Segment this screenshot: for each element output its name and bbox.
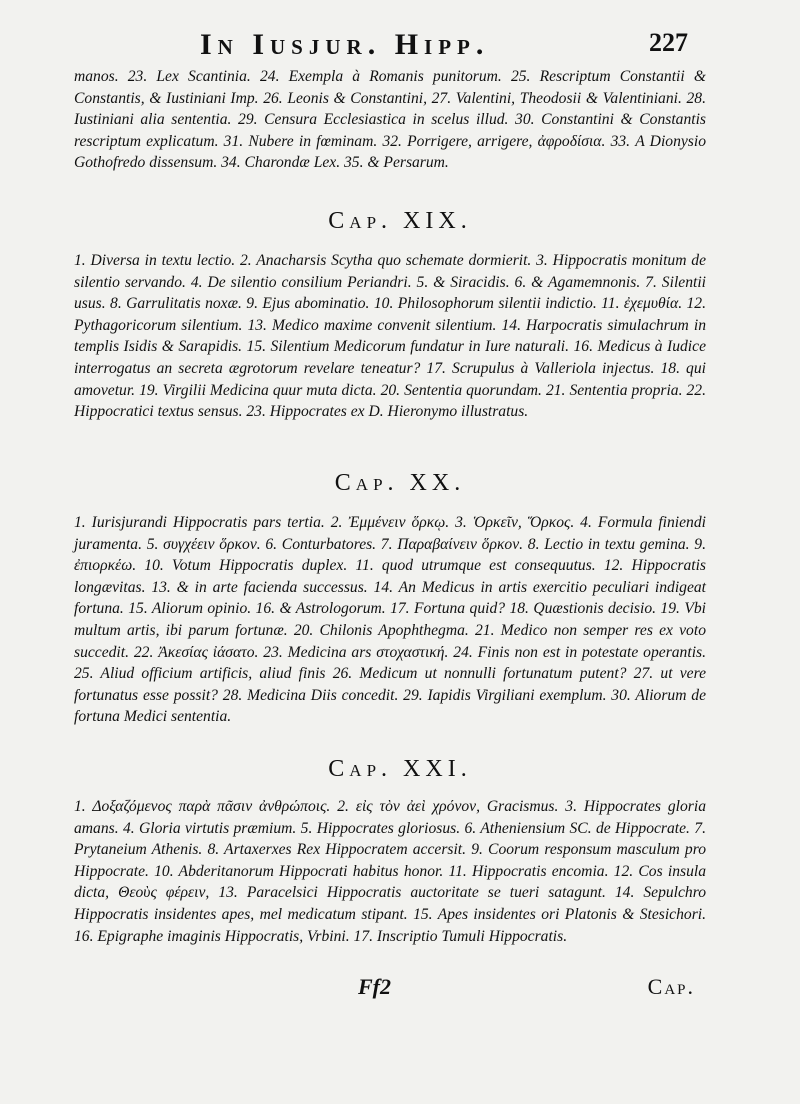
catchword: Cap.	[647, 974, 695, 999]
chapter-heading-xxi: Cap. XXI.	[328, 756, 472, 782]
intro-paragraph: manos. 23. Lex Scantinia. 24. Exempla à Romanis punitorum. 25. Rescriptum Constantii & Constantis, & Iustiniani Imp. 26. Leonis & Constantini, 27. Valentini, Theodosii & Valentiniani. 28. Iustiniani alia sententia. 29. Censura Ecclesiastica in scelus illud. 30. Constantini & Constantis rescriptum explicatum. 31. Nubere in fœminam. 32. Porrigere, arrigere, ἀφροδίσια. 33. A Dionysio Gothofredo dissensum. 34. Charondæ Lex. 35. & Persarum.	[74, 68, 706, 172]
running-title: In Iusjur. Hipp.	[200, 28, 490, 61]
chapter-summary-xxi: 1. Δοξαζόμενος παρὰ πᾶσιν ἀνθρώποις. 2. εἰς τὸν ἀεὶ χρόνον, Gracismus. 3. Hippocrates gloria amans. 4. Gloria virtutis præmium. 5. Hippocrates gloriosus. 6. Atheniensium SC. de Hippocrate. 7. Prytaneium Athenis. 8. Artaxerxes Rex Hippocratem accersit. 9. Coorum responsum masculum pro Hippocrate. 10. Abderitanorum Hippocrati habitus honor. 11. Hippocratis encomia. 12. Cos insula dicta, Θεοὺς φέρειν, 13. Paracelsici Hippocratis auctoritate se tueri satagunt. 14. Sepulchro Hippocratis insidentes apes, mel medicatum stipant. 15. Apes insidentes ori Platonis & Stesichori. 16. Epigraphe imaginis Hippocratis, Vrbini. 17. Inscriptio Tumuli Hippocratis.	[74, 798, 706, 945]
signature-mark: Ff2	[358, 974, 391, 999]
chapter-summary-xix: 1. Diversa in textu lectio. 2. Anacharsis Scytha quo schemate dormierit. 3. Hippocratis monitum de silentio servando. 4. De silentio consilium Periandri. 5. & Siracidis. 6. & Agamemnonis. 7. Silentii usus. 8. Garrulitatis noxæ. 9. Ejus abominatio. 10. Philosophorum silentii indictio. 11. ἐχεμυθία. 12. Pythagoricorum silentium. 13. Medico maxime convenit silentium. 14. Harpocratis simulachrum in templis Isidis & Sarapidis. 15. Silentium Medicorum fundatur in Iure naturali. 16. Medicus à Iudice interrogatus an secreta ægrotorum revelare teneatur? 17. Scrupulus à Valleriola injectus. 18. qui amovetur. 19. Virgilii Medicina quur muta dicta. 20. Sententia quorundam. 21. Sententia propria. 22. Hippocratici textus sensus. 23. Hippocrates ex D. Hieronymo illustratus.	[74, 252, 706, 421]
page-number: 227	[649, 28, 688, 57]
chapter-heading-xix: Cap. XIX.	[328, 208, 472, 234]
chapter-summary-xx: 1. Iurisjurandi Hippocratis pars tertia. 2. Ἐμμένειν ὅρκῳ. 3. Ὁρκεῖν, Ὅρκος. 4. Formula finiendi juramenta. 5. συγχέειν ὅρκον. 6. Conturbatores. 7. Παραβαίνειν ὅρκον. 8. Lectio in textu gemina. 9. ἐπιορκέω. 10. Votum Hippocratis duplex. 11. quod utrumque est consequutus. 12. Hippocratis longævitas. 13. & in arte facienda successus. 14. An Medicus in artis exercitio peculiari indigeat fortuna. 15. Aliorum opinio. 16. & Astrologorum. 17. Fortuna quid? 18. Quæstionis decisio. 19. Vbi multum artis, ibi parum fortunæ. 20. Chilonis Apophthegma. 21. Medico non semper res ex voto succedit. 22. Ἀκεσίας ἰάσατο. 23. Medicina ars στοχαστική. 24. Finis non est in potestate operantis. 25. Aliud officium artificis, aliud finis 26. Medicum ut nonnulli fortunatum putent? 27. ut vere fortunatus esse possit? 28. Medicina Diis concedit. 29. Iapidis Virgiliani exemplum. 30. Aliorum de fortuna Medici sententia.	[74, 514, 706, 726]
chapter-heading-xx: Cap. XX.	[334, 470, 466, 496]
